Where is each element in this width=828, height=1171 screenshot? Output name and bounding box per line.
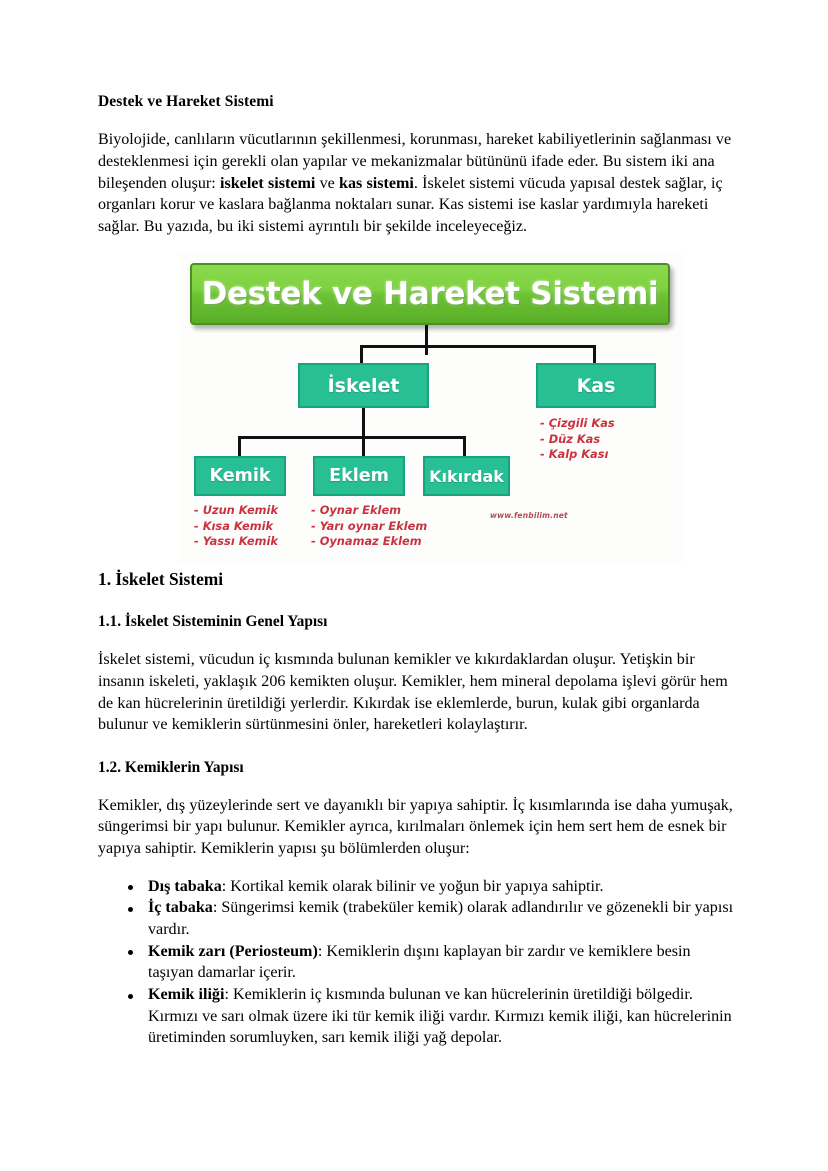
intro-bold-kas: kas sistemi xyxy=(339,174,414,192)
document-content xyxy=(98,92,736,1049)
page-title: Destek ve Hareket Sistemi xyxy=(98,93,274,110)
diagram-node-root: Destek ve Hareket Sistemi xyxy=(190,263,670,325)
list-item-text: : Kortikal kemik olarak bilinir ve yoğun bir yapıya sahiptir. xyxy=(221,877,604,895)
bone-structure-list xyxy=(98,876,736,1049)
list-item xyxy=(98,897,736,940)
intro-bold-iskelet: iskelet sistemi xyxy=(219,174,316,192)
list-item-text: : Süngerimsi kemik (trabeküler kemik) olarak adlandırılır ve gözenekli bir yapısı vardır. xyxy=(148,899,734,938)
list-item-text: : Kemiklerin iç kısmında bulunan ve kan hücrelerinin üretildiği bölgedir. Kırmızı ve sarı olmak üzere iki tür kemik iliği vardır. Kırmızı kemik iliği, kan hücrelerinin üretiminden sorumluyken, sarı kemik iliği yağ depolar. xyxy=(148,985,732,1047)
intro-paragraph xyxy=(98,129,736,237)
bullet-dot-icon xyxy=(128,994,133,999)
destek-hareket-sistemi-diagram xyxy=(178,253,682,565)
bullet-dot-icon xyxy=(128,885,133,890)
connector-to-kikirdak xyxy=(463,436,466,457)
diagram-sublist-kemik: - Uzun Kemik - Kısa Kemik - Yassı Kemik xyxy=(194,503,279,549)
diagram-sublist-kas: - Çizgili Kas - Düz Kas - Kalp Kası xyxy=(540,416,615,462)
diagram-sublist-eklem: - Oynar Eklem - Yarı oynar Eklem - Oynamaz Eklem xyxy=(311,503,428,549)
heading-section-1-2: 1.2. Kemiklerin Yapısı xyxy=(98,758,244,776)
connector-root-vertical xyxy=(425,325,428,355)
list-item xyxy=(98,984,736,1049)
list-item-term: Dış tabaka xyxy=(148,877,222,895)
connector-level2-horizontal xyxy=(238,436,466,439)
connector-iskelet-vertical xyxy=(362,408,365,438)
diagram-node-eklem: Eklem xyxy=(313,456,405,496)
intro-segment-1: Biyolojide, canlıların vücutlarının şekillenmesi, korunması, hareket kabiliyetlerinin sağlanması ve desteklenmesi için gerekli olan yapılar ve mekanizmalar bütününü ifade eder. Bu sistem iki ana bileşenden oluşur: xyxy=(98,131,732,192)
connector-to-kemik xyxy=(238,436,241,457)
connector-to-eklem xyxy=(362,436,365,457)
list-item-term: Kemik iliği xyxy=(148,985,225,1003)
paragraph-1-2: Kemikler, dış yüzeylerinde sert ve dayanıklı bir yapıya sahiptir. İç kısımlarında ise daha yumuşak, süngerimsi bir yapı bulunur. Kemikler ayrıca, kırılmaları önlemek için hem sert hem de esnek bir yapıya sahiptir. Kemiklerin yapısı şu bölümlerden oluşur: xyxy=(98,796,733,858)
heading-section-1: 1. İskelet Sistemi xyxy=(98,568,224,589)
diagram-node-iskelet: İskelet xyxy=(298,363,429,408)
heading-section-1-1: 1.1. İskelet Sisteminin Genel Yapısı xyxy=(98,613,328,631)
paragraph-1-1: İskelet sistemi, vücudun iç kısmında bulunan kemikler ve kıkırdaklardan oluşur. Yetişkin bir insanın iskeleti, yaklaşık 206 kemikten oluşur. Kemikler, hem mineral depolama işlevi görür hem de kan hücrelerinin üretildiği yerlerdir. Kıkırdak ise eklemlerde, burun, kulak gibi organlarda bulunur ve kemiklerin sürtünmesini önler, hareketleri kolaylaştırır. xyxy=(98,651,728,734)
list-item-text: : Kemiklerin dışını kaplayan bir zardır ve kemiklere besin taşıyan damarlar içerir. xyxy=(148,942,691,982)
list-item-term: İç tabaka xyxy=(148,899,213,917)
connector-to-iskelet xyxy=(360,345,363,363)
list-item xyxy=(98,876,736,898)
diagram-node-kikirdak: Kıkırdak xyxy=(423,456,510,496)
list-item xyxy=(98,941,736,984)
diagram-node-kemik: Kemik xyxy=(194,456,286,496)
bullet-dot-icon xyxy=(128,950,133,955)
diagram-node-kas: Kas xyxy=(536,363,656,408)
diagram-watermark: www.fenbilim.net xyxy=(490,511,568,520)
connector-level1-horizontal-left xyxy=(487,345,596,348)
intro-segment-2: ve xyxy=(315,174,340,192)
list-item-term: Kemik zarı (Periosteum) xyxy=(148,942,318,960)
bullet-dot-icon xyxy=(128,907,133,912)
intro-segment-3: . İskelet sistemi vücuda yapısal destek sağlar, iç organları korur ve kaslara bağlanma noktaları sunar. Kas sistemi ise kaslar yardımıyla hareketi sağlar. Bu yazıda, bu iki sistemi ayrıntılı bir şekilde inceleyeceğiz. xyxy=(98,174,723,235)
connector-level1-horizontal-right xyxy=(360,345,490,348)
